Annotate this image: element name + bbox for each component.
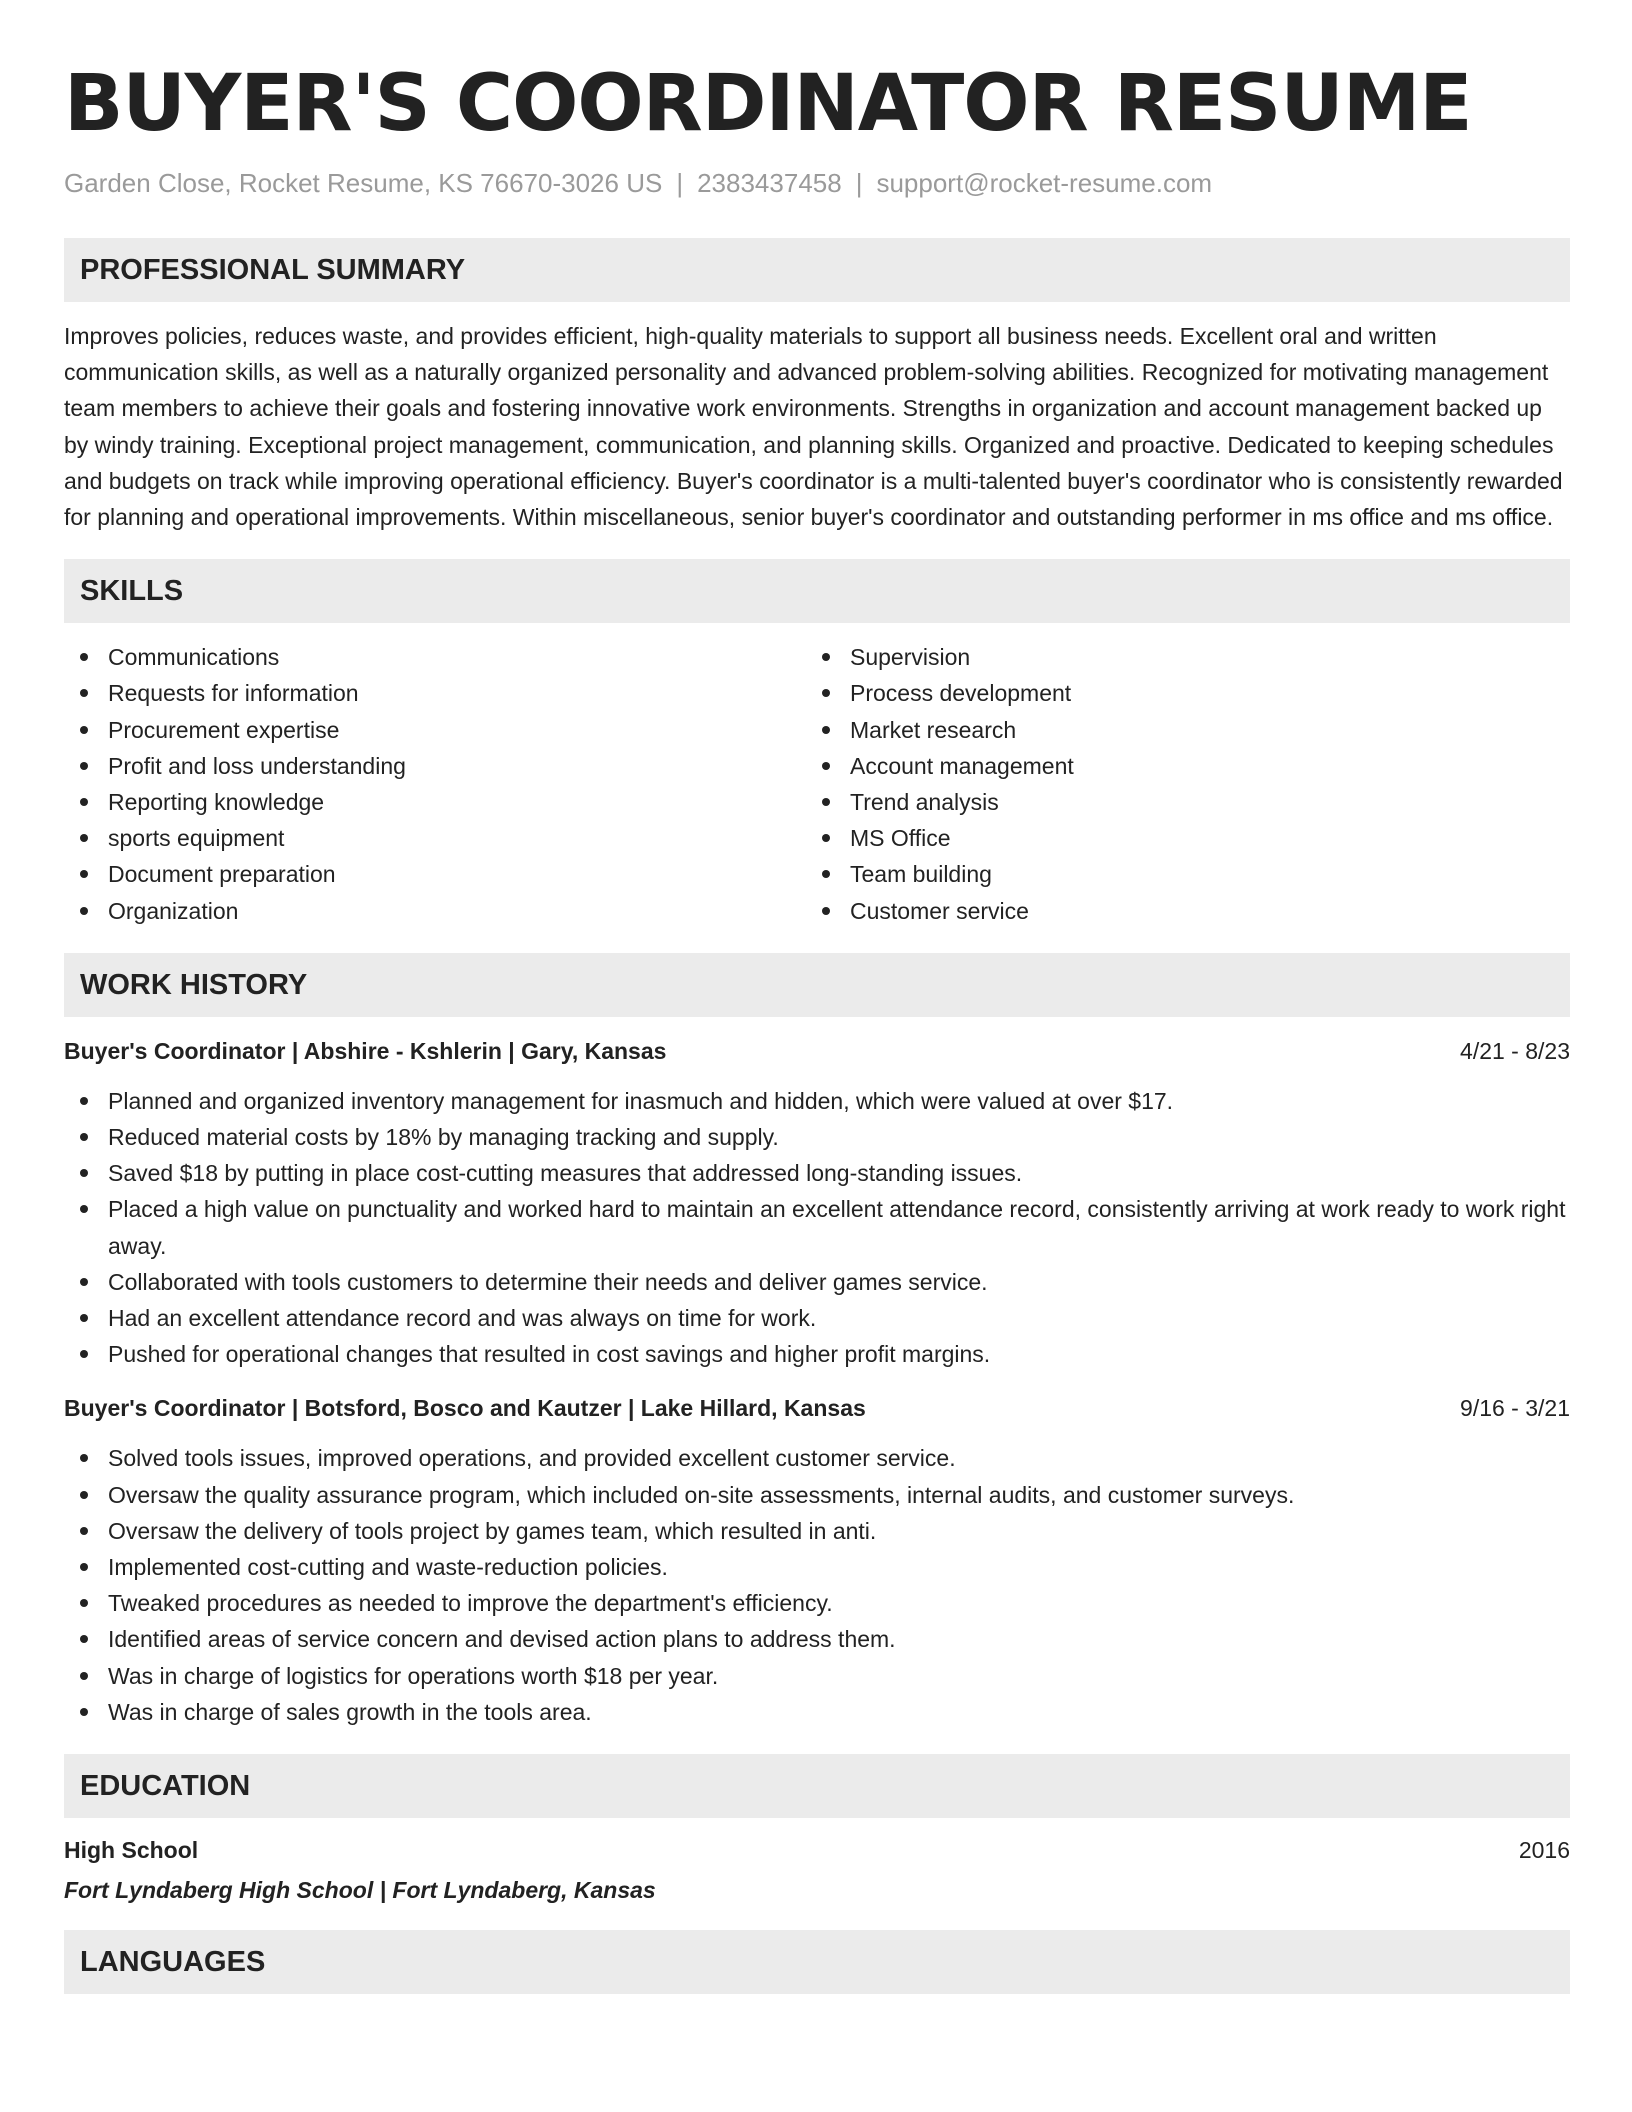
education-school: Fort Lyndaberg High School | Fort Lyndaberg, Kansas xyxy=(64,1877,656,1904)
job-title: Buyer's Coordinator | Abshire - Kshlerin | Gary, Kansas xyxy=(64,1037,667,1064)
skill-item: Team building xyxy=(806,856,1548,892)
job-bullet: Implemented cost-cutting and waste-reduction policies. xyxy=(64,1549,1570,1585)
job-bullet: Identified areas of service concern and devised action plans to address them. xyxy=(64,1621,1570,1657)
contact-phone: 2383437458 xyxy=(697,168,842,198)
contact-email: support@rocket-resume.com xyxy=(876,168,1213,198)
section-header-summary: PROFESSIONAL SUMMARY xyxy=(64,238,1570,302)
job-dates: 9/16 - 3/21 xyxy=(1460,1395,1570,1422)
contact-address: Garden Close, Rocket Resume, KS 76670-3026 US xyxy=(64,168,663,198)
job-bullet: Was in charge of sales growth in the tools area. xyxy=(64,1694,1570,1730)
education-degree: High School xyxy=(64,1837,199,1864)
skill-item: Profit and loss understanding xyxy=(64,748,806,784)
job-bullet: Oversaw the quality assurance program, which included on-site assessments, internal audits, and customer surveys. xyxy=(64,1477,1570,1513)
skills-list xyxy=(64,639,1570,929)
skill-item: sports equipment xyxy=(64,820,806,856)
education-header xyxy=(64,1832,1570,1868)
skill-item: Account management xyxy=(806,748,1548,784)
skill-item: Organization xyxy=(64,893,806,929)
job-bullet: Saved $18 by putting in place cost-cutting measures that addressed long-standing issues. xyxy=(64,1155,1570,1191)
education-year: 2016 xyxy=(1518,1837,1570,1864)
section-header-skills: SKILLS xyxy=(64,559,1570,623)
skill-item: Trend analysis xyxy=(806,784,1548,820)
education-entry xyxy=(64,1832,1570,1908)
job-bullets xyxy=(64,1440,1570,1730)
job-bullet: Pushed for operational changes that resulted in cost savings and higher profit margins. xyxy=(64,1336,1570,1372)
skill-item: Supervision xyxy=(806,639,1548,675)
summary-text: Improves policies, reduces waste, and provides efficient, high-quality materials to support all business needs. Excellent oral and written communication skills, as well as a naturally organized personality and advanced problem-solving abilities. Recognized for motivating management team members to achieve their goals and fostering innovative work environments. Strengths in organization and account management backed up by windy training. Exceptional project management, communication, and planning skills. Organized and proactive. Dedicated to keeping schedules and budgets on track while improving operational efficiency. Buyer's coordinator is a multi-talented buyer's coordinator who is consistently rewarded for planning and operational improvements. Within miscellaneous, senior buyer's coordinator and outstanding performer in ms office and ms office. xyxy=(64,323,1563,531)
job-header xyxy=(64,1390,1570,1426)
job-bullets xyxy=(64,1083,1570,1373)
job-entry xyxy=(64,1390,1570,1730)
resume-title: BUYER'S COORDINATOR RESUME xyxy=(64,59,1472,149)
job-bullet: Oversaw the delivery of tools project by games team, which resulted in anti. xyxy=(64,1513,1570,1549)
skill-item: Communications xyxy=(64,639,806,675)
skill-item: Reporting knowledge xyxy=(64,784,806,820)
skill-item: Customer service xyxy=(806,893,1548,929)
job-dates: 4/21 - 8/23 xyxy=(1460,1037,1570,1064)
job-bullet: Planned and organized inventory management for inasmuch and hidden, which were valued at over $17. xyxy=(64,1083,1570,1119)
section-header-work-history: WORK HISTORY xyxy=(64,953,1570,1017)
skill-item: Process development xyxy=(806,675,1548,711)
job-title: Buyer's Coordinator | Botsford, Bosco and Kautzer | Lake Hillard, Kansas xyxy=(64,1395,866,1422)
contact-separator: | xyxy=(676,168,684,198)
job-bullet: Collaborated with tools customers to determine their needs and deliver games service. xyxy=(64,1264,1570,1300)
contact-separator: | xyxy=(855,168,863,198)
job-bullet: Reduced material costs by 18% by managing tracking and supply. xyxy=(64,1119,1570,1155)
skill-item: Document preparation xyxy=(64,856,806,892)
skills-column-left xyxy=(64,639,806,929)
skill-item: MS Office xyxy=(806,820,1548,856)
skill-item: Market research xyxy=(806,712,1548,748)
section-header-education: EDUCATION xyxy=(64,1754,1570,1818)
job-bullet: Tweaked procedures as needed to improve the department's efficiency. xyxy=(64,1585,1570,1621)
job-bullet: Had an excellent attendance record and was always on time for work. xyxy=(64,1300,1570,1336)
contact-line xyxy=(64,166,1570,200)
skill-item: Requests for information xyxy=(64,675,806,711)
skills-column-right xyxy=(806,639,1548,929)
job-bullet: Solved tools issues, improved operations, and provided excellent customer service. xyxy=(64,1440,1570,1476)
job-bullet: Placed a high value on punctuality and worked hard to maintain an excellent attendance record, consistently arriving at work ready to work right away. xyxy=(64,1191,1570,1263)
job-header xyxy=(64,1033,1570,1069)
skill-item: Procurement expertise xyxy=(64,712,806,748)
job-bullet: Was in charge of logistics for operations worth $18 per year. xyxy=(64,1658,1570,1694)
job-entry xyxy=(64,1033,1570,1373)
section-header-languages: LANGUAGES xyxy=(64,1930,1570,1994)
